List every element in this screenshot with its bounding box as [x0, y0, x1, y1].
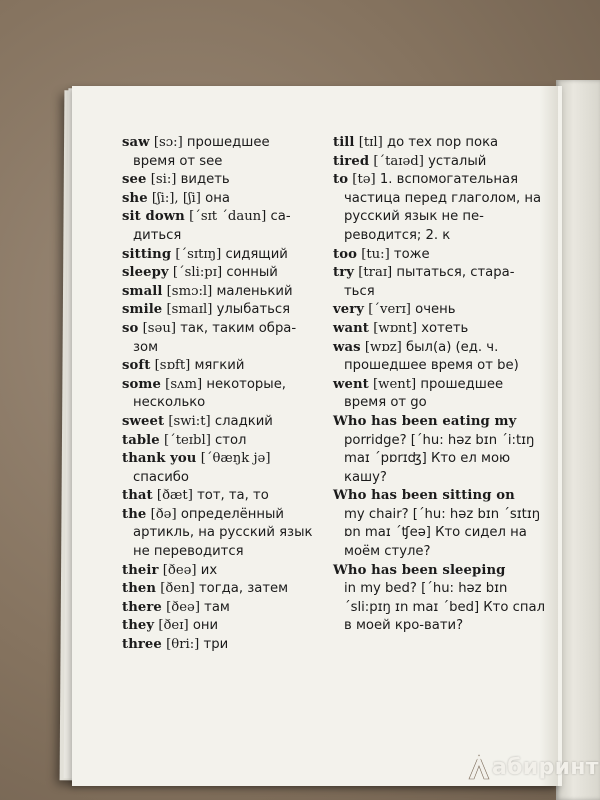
dictionary-column-right: [333, 134, 548, 636]
entry-that: that [ðæt] тот, та, то: [122, 488, 269, 504]
entry-there: there [ðeə] там: [122, 599, 230, 615]
entry-till: till [tɪl] до тех пор пока: [333, 135, 499, 150]
entry-she: she [ʃi:], [ʃi] она: [122, 190, 230, 206]
entry-who-sitting: Who has been sitting on my chair? [ˊhu: həz bɪn ˊsɪtɪŋ ɒn maɪ ˊʧeə] Кто сидел на моём стуле?: [333, 488, 541, 560]
entry-try: try [traɪ] пытаться, стара- ться: [333, 265, 515, 299]
labirint-logo-icon: [468, 754, 490, 780]
entry-soft: soft [sɒft] мягкий: [122, 358, 245, 374]
facing-page-edge: [556, 80, 600, 800]
entry-was: was [wɒz] был(а) (ед. ч. прошедшее время от be): [333, 339, 519, 374]
entry-very: very [ˊverɪ] очень: [333, 302, 456, 318]
entry-they: they [ðeɪ] они: [122, 618, 219, 634]
entry-went: went [went] прошедшее время от go: [333, 376, 504, 411]
entry-see: see [si:] видеть: [122, 172, 230, 188]
entry-then: then [ðen] тогда, затем: [122, 581, 289, 597]
entry-table: table [ˊteɪbl] стол: [122, 432, 247, 448]
entry-saw: saw [sɔ:] прошедшее время от see: [122, 135, 270, 169]
entry-their: their [ðeə] их: [122, 562, 218, 578]
entry-small: small [smɔ:l] маленький: [122, 283, 293, 299]
entry-the: the [ðə] определённый артикль, на русский язык не переводится: [122, 506, 313, 560]
entry-sweet: sweet [swi:t] сладкий: [122, 413, 273, 429]
entry-so: so [səu] так, таким обра- зом: [122, 320, 297, 355]
watermark-text: абиринт: [492, 754, 599, 780]
entry-to: to [tə] 1. вспомогательная частица перед глаголом, на русский язык не пе-реводится; 2. к: [333, 172, 542, 243]
entry-smile: smile [smaɪl] улыбаться: [122, 302, 291, 318]
entry-sleepy: sleepy [ˊsli:pɪ] сонный: [122, 265, 278, 281]
entry-want: want [wɒnt] хотеть: [333, 320, 469, 336]
entry-thank-you: thank you [ˊθæŋk jə] спасибо: [122, 451, 271, 485]
entry-sit-down: sit down [ˊsɪt ˊdaun] са- диться: [122, 209, 291, 243]
dictionary-column-left: [122, 134, 322, 655]
entry-three: three [θri:] три: [122, 637, 229, 653]
entry-some: some [sʌm] некоторые, несколько: [122, 376, 286, 411]
entry-too: too [tu:] тоже: [333, 246, 430, 262]
entry-who-eating: Who has been eating my porridge? [ˊhu: həz bɪn ˊi:tɪŋ maɪ ˊpɒrɪʤ] Кто ел мою кашу?: [333, 413, 535, 485]
entry-who-sleeping: Who has been sleeping in my bed? [ˊhu: həz bɪn ˊsli:pɪŋ ɪn maɪ ˊbed] Кто спал в моей кро-вати?: [333, 562, 545, 634]
entry-tired: tired [ˊtaɪəd] усталый: [333, 153, 487, 169]
labirint-watermark: [468, 754, 599, 780]
entry-sitting: sitting [ˊsɪtɪŋ] сидящий: [122, 246, 288, 262]
